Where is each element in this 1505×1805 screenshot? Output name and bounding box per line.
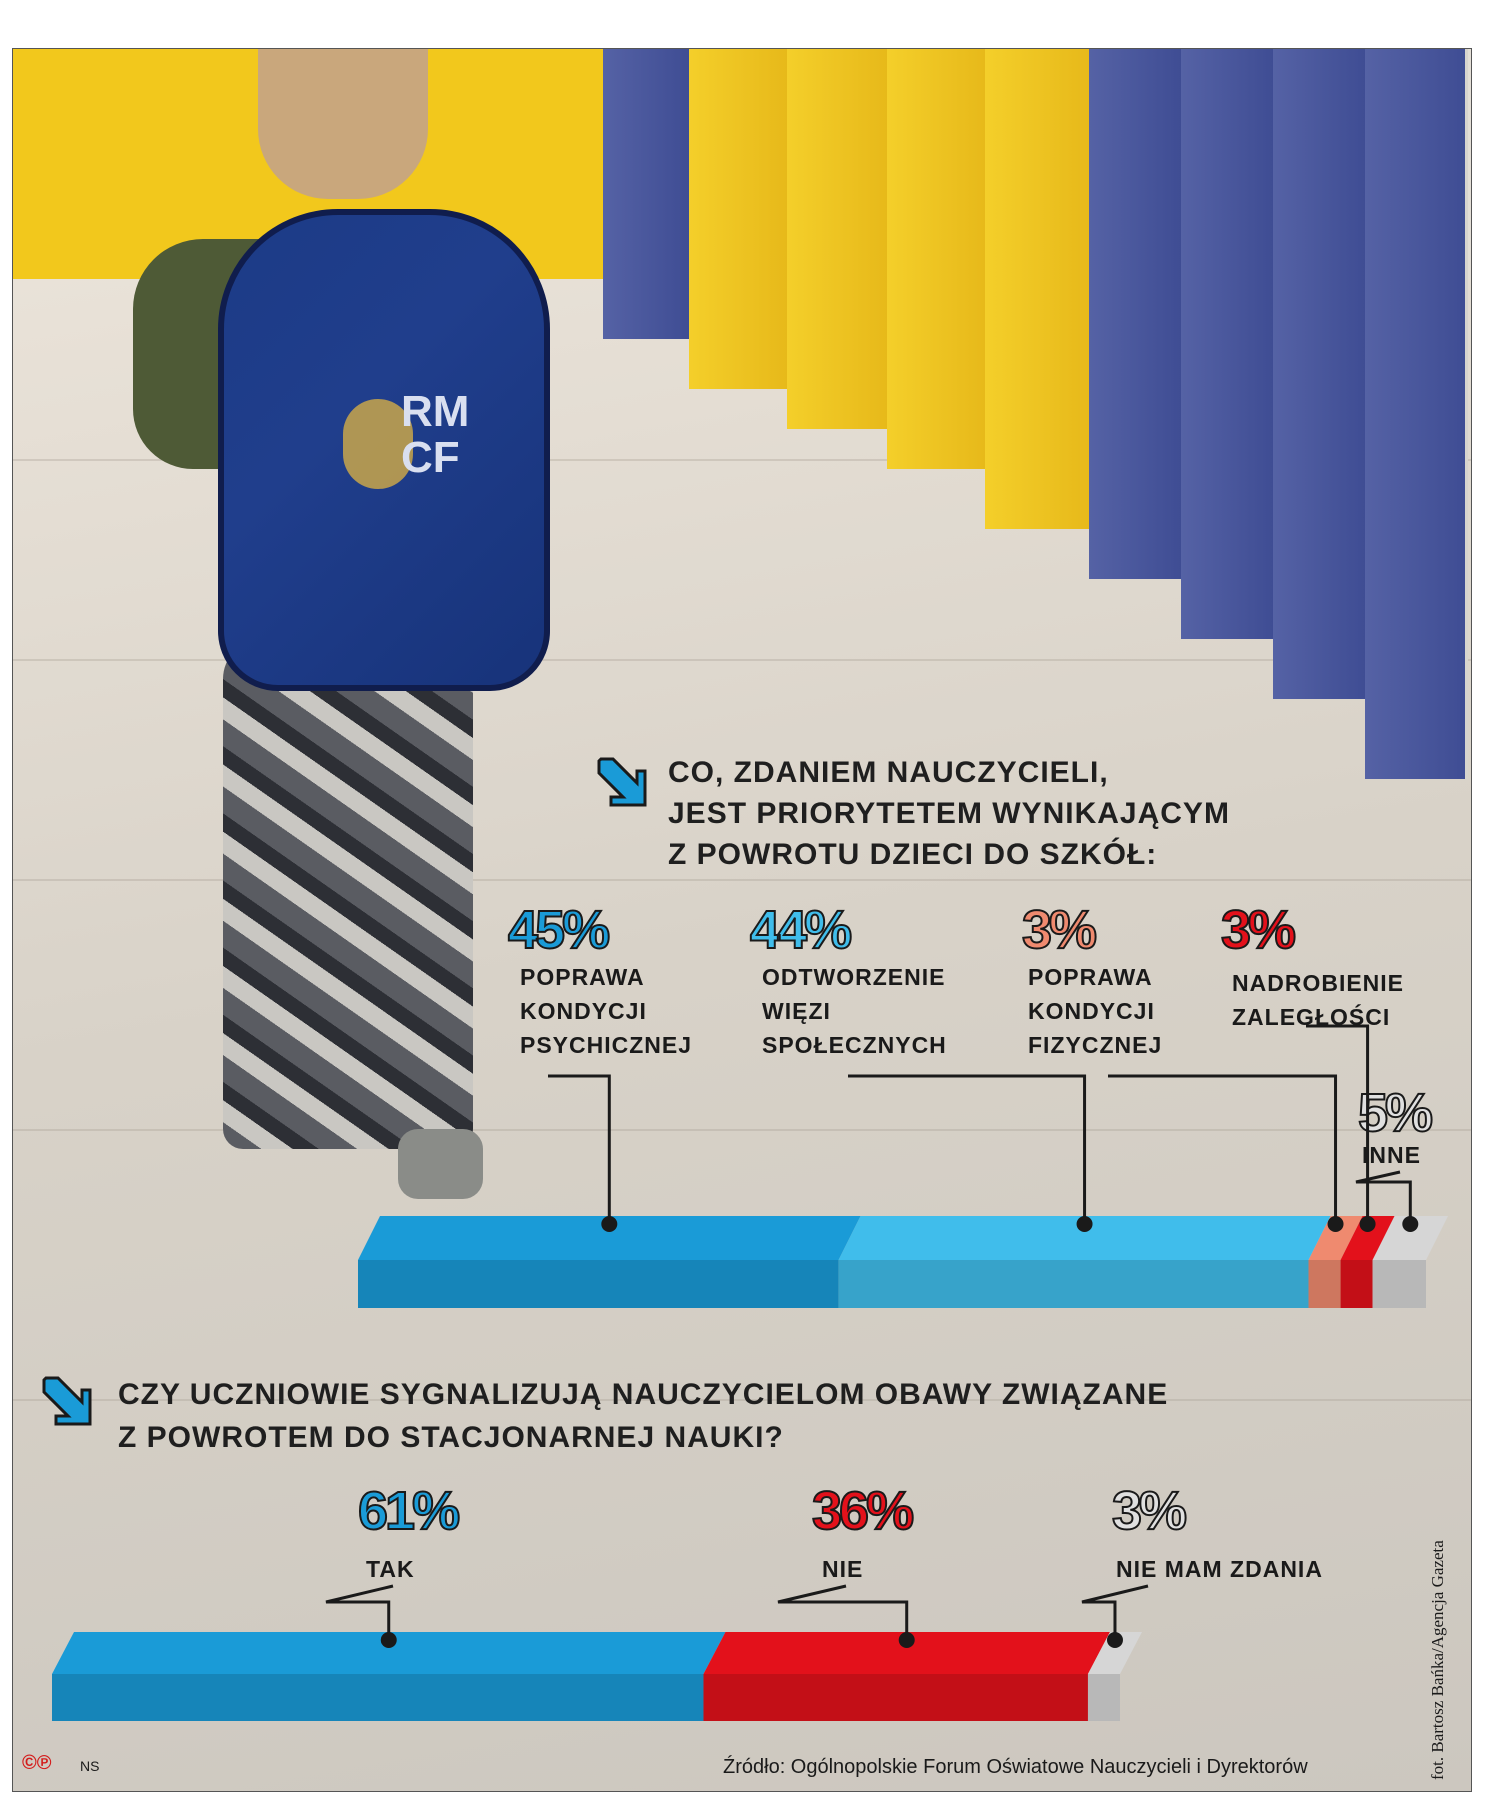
- chart2-title: CZY UCZNIOWIE SYGNALIZUJĄ NAUCZYCIELOM OBAWY ZWIĄZANE Z POWROTEM DO STACJONARNEJ NAUKI?: [118, 1378, 1169, 1454]
- bar-segment: [1373, 1260, 1426, 1308]
- leader-line: [848, 1076, 1085, 1224]
- leader-line: [778, 1586, 907, 1640]
- leader-dot: [1360, 1216, 1376, 1232]
- chart1-value-label: 3%: [1221, 900, 1294, 960]
- chart1-category-label: POPRAWA KONDYCJI FIZYCZNEJ: [1028, 964, 1163, 1058]
- chart2-category-label: NIE: [822, 1556, 864, 1582]
- leader-line: [1108, 1076, 1336, 1224]
- chart1-category-label: NADROBIENIE ZALEGŁOŚCI: [1232, 970, 1405, 1030]
- chart1-category-label: ODTWORZENIE WIĘZI SPOŁECZNYCH: [762, 964, 947, 1058]
- chart2-value-label: 36%: [812, 1481, 912, 1541]
- photo-credit: fot. Bartosz Bańka/Agencja Gazeta: [1428, 1540, 1447, 1780]
- backpack-lettering: RM CF: [401, 387, 470, 482]
- leader-line: [548, 1076, 609, 1224]
- bar-segment: [839, 1260, 1309, 1308]
- chart1-value-label: 3%: [1022, 900, 1095, 960]
- leader-dot: [601, 1216, 617, 1232]
- leader-dot: [1077, 1216, 1093, 1232]
- chart1-value-label: 44%: [750, 900, 850, 960]
- chart2-category-label: TAK: [366, 1556, 415, 1582]
- leader-dot: [1402, 1216, 1418, 1232]
- bar-segment: [358, 1260, 839, 1308]
- leader-dot: [381, 1632, 397, 1648]
- bar-segment: [1088, 1674, 1120, 1721]
- leader-dot: [1328, 1216, 1344, 1232]
- leader-dot: [899, 1632, 915, 1648]
- chart1-category-label: POPRAWA KONDYCJI PSYCHICZNEJ: [520, 964, 693, 1058]
- publisher-logo: ©℗: [22, 1752, 52, 1774]
- leader-line: [1082, 1586, 1148, 1640]
- chart1-title: CO, ZDANIEM NAUCZYCIELI, JEST PRIORYTETEM WYNIKAJĄCYM Z POWROTU DZIECI DO SZKÓŁ:: [668, 756, 1230, 871]
- chart1-category-label: INNE: [1362, 1142, 1421, 1168]
- chart2-value-label: 3%: [1112, 1481, 1185, 1541]
- chart2-value-label: 61%: [358, 1481, 458, 1541]
- source-note: Źródło: Ogólnopolskie Forum Oświatowe Nauczycieli i Dyrektorów: [723, 1756, 1308, 1778]
- bar-segment: [1309, 1260, 1341, 1308]
- bar-segment: [1341, 1260, 1373, 1308]
- bar-segment: [703, 1674, 1087, 1721]
- author-initials: NS: [80, 1758, 100, 1774]
- bar-segment: [52, 1674, 703, 1721]
- chart1-value-label: 5%: [1358, 1083, 1431, 1143]
- leader-line: [326, 1586, 393, 1640]
- chart1-value-label: 45%: [508, 900, 608, 960]
- leader-dot: [1107, 1632, 1123, 1648]
- chart2-category-label: NIE MAM ZDANIA: [1116, 1556, 1323, 1582]
